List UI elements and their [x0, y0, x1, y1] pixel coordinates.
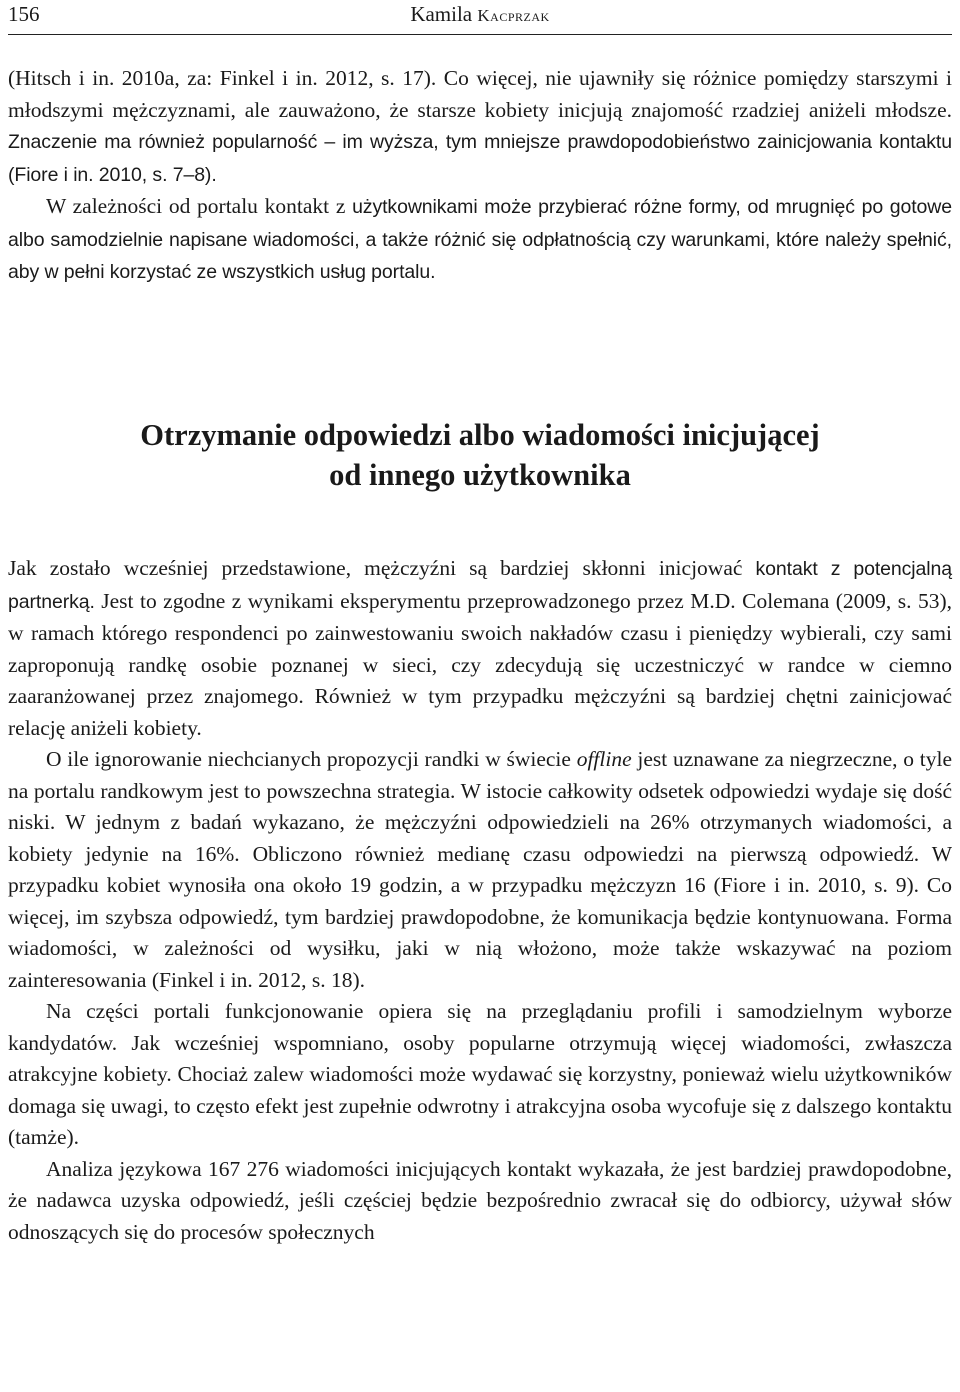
author-last-name: Kacprzak: [477, 6, 550, 25]
paragraph-3-serif-c: Jest to zgodne z wynikami eksperymentu przeprowadzonego przez M.D. Colemana (2009, s. 53), w ramach którego respondenci po zainwestowaniu swoich nakładów czasu i pieniędzy wybierali, czy sami zaproponują randkę osobie poznanej w sieci, czy zdecydują się uczestniczyć w randce w ciemno zaaranżowanej przez znajomego. Również w tym przypadku mężczyźni są bardziej chętni zainicjować relację aniżeli kobiety.: [8, 588, 952, 740]
paragraph-4-b: jest uznawane za niegrzeczne, o tyle na portalu randkowym jest to powszechna strategia. W istocie całkowity odsetek odpowiedzi wydaje się dość niski. W jednym z badań wykazano, że mężczyźni odpowiedzieli na 26% otrzymanych wiadomości, a kobiety jedynie na 16%. Obliczono również medianę czasu odpowiedzi na pierwszą odpowiedź. W przypadku kobiet wynosiła ona około 19 godzin, a w przypadku mężczyzn 16 (Fiore i in. 2010, s. 9). Co więcej, im szybsza odpowiedź, tym bardziej prawdopodobne, że komunikacja będzie kontynuowana. Forma wiadomości, w zależności od wysiłku, jaki w nią włożono, może także wskazywać na poziom zainteresowania (Finkel i in. 2012, s. 18).: [8, 747, 952, 992]
paragraph-3: [8, 553, 952, 744]
paragraph-1-sans: Znaczenie ma również popularność – im wyższa, tym mniejsze prawdopodobieństwo zainicjowania kontaktu (Fiore i in. 2010, s. 7–8).: [8, 131, 952, 186]
paragraph-4: [8, 744, 952, 996]
paragraph-6: Analiza językowa 167 276 wiadomości inicjujących kontakt wykazała, że jest bardziej prawdopodobne, że nadawca uzyska odpowiedź, jeśli częściej będzie bezpośrednio zwracał się do odbiorcy, używał słów odnoszących się do procesów społecznych: [8, 1156, 952, 1244]
section-heading-line-2: od innego użytkownika: [329, 458, 631, 492]
paragraph-5: Na części portali funkcjonowanie opiera się na przeglądaniu profili i samodzielnym wyborze kandydatów. Jak wcześniej wspomniano, osoby popularne otrzymują więcej wiadomości, zwłaszcza atrakcyjne kobiety. Chociaż zalew wiadomości może wydawać się korzystny, ponieważ wielu użytkowników domaga się uwagi, to często efekt jest zupełnie odwrotny i atrakcyjna osoba wycofuje się z dalszego kontaktu (tamże).: [8, 999, 952, 1149]
body-top: [8, 63, 952, 289]
section-heading-line-1: Otrzymanie odpowiedzi albo wiadomości inicjującej: [140, 418, 820, 452]
paragraph-4-a: O ile ignorowanie niechcianych propozycji randki w świecie: [46, 747, 577, 771]
paragraph-2-serif: W zależności od portalu kontakt z: [46, 194, 353, 218]
section-heading: [0, 415, 960, 495]
paragraph-4-italic: offline: [576, 747, 632, 771]
paragraph-2-sans: użytkownikami może przybierać różne formy, od mrugnięć po gotowe albo samodzielnie napisane wiadomości, a także różnić się odpłatnością czy warunkami, które należy spełnić, aby w pełni korzystać ze wszystkich usług portalu.: [8, 196, 952, 283]
body-bottom: [8, 553, 952, 1248]
paragraph-1-serif: (Hitsch i in. 2010a, za: Finkel i in. 2012, s. 17). Co więcej, nie ujawniły się różnice pomiędzy starszymi i młodszymi mężczyznami, ale zauważono, że starsze kobiety inicjują znajomość rzadziej aniżeli młodsze.: [8, 66, 952, 122]
paragraph-2: [8, 191, 952, 289]
running-author: [8, 2, 952, 27]
paragraph-1: [8, 63, 952, 191]
author-first-name: Kamila: [410, 2, 478, 26]
paragraph-3-sans: kontakt z potencjalną partnerką.: [8, 558, 953, 613]
paragraph-3-serif-a: Jak zostało wcześniej przedstawione, mężczyźni są bardziej skłonni inicjować: [8, 556, 756, 580]
running-header: [8, 0, 952, 35]
page-number: 156: [8, 2, 40, 26]
